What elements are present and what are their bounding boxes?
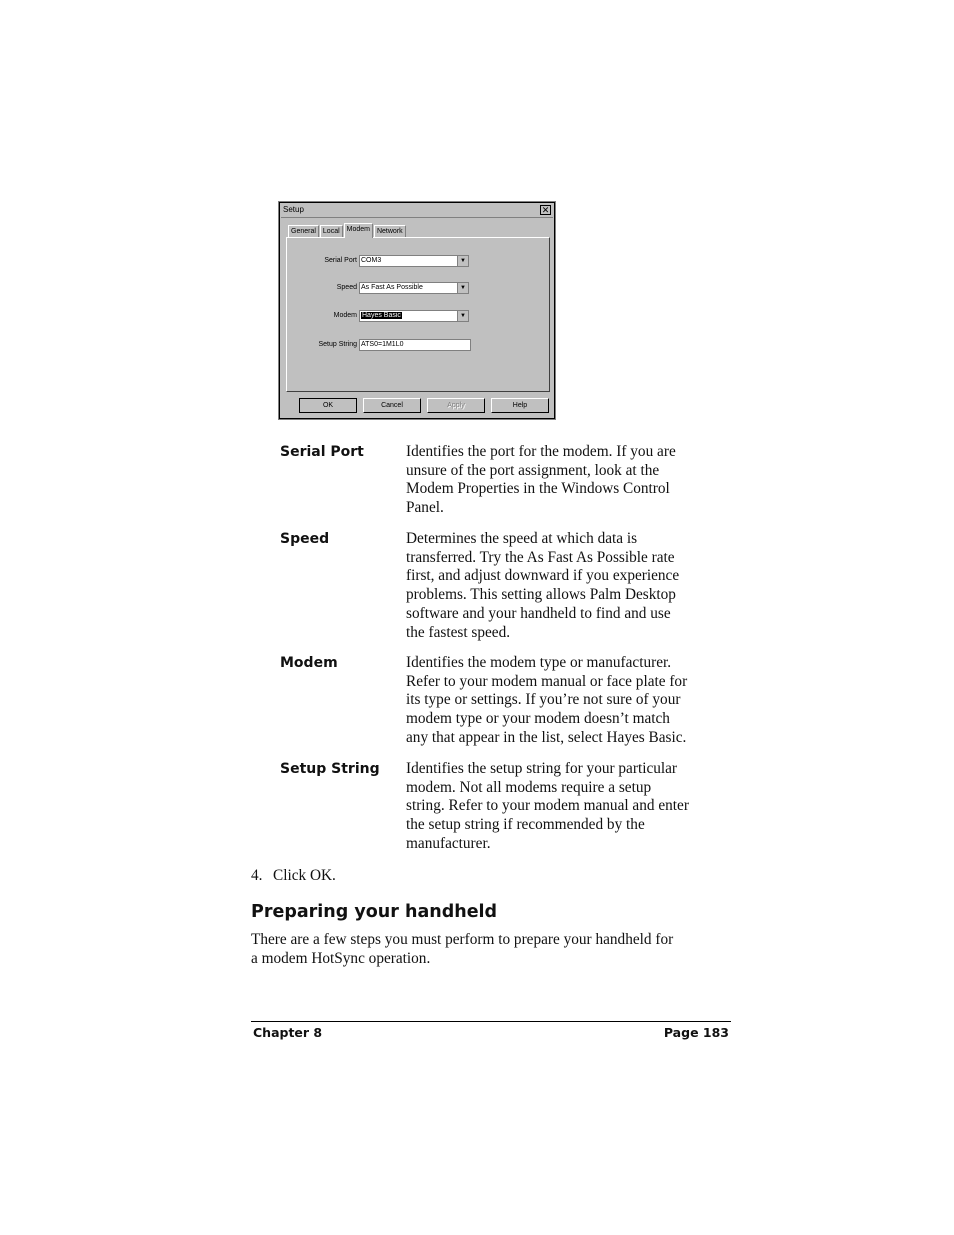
serial-port-select[interactable] xyxy=(359,255,469,267)
speed-select[interactable] xyxy=(359,282,469,294)
desc-serial-port xyxy=(406,443,731,518)
desc-line: the setup string if recommended by the xyxy=(406,816,645,834)
footer-page-number: Page 183 xyxy=(663,1025,729,1040)
setup-dialog xyxy=(279,202,555,419)
step-4 xyxy=(251,867,336,885)
ok-button[interactable]: OK xyxy=(299,398,357,413)
chevron-down-icon[interactable]: ▼ xyxy=(457,256,468,266)
footer-chapter: Chapter 8 xyxy=(253,1025,323,1040)
term-setup-string: Setup String xyxy=(280,761,380,777)
cancel-button[interactable]: Cancel xyxy=(363,398,421,413)
term-serial-port: Serial Port xyxy=(280,444,364,460)
desc-line: modem type or your modem doesn’t match xyxy=(406,710,670,728)
speed-value: As Fast As Possible xyxy=(361,284,423,291)
desc-line: Panel. xyxy=(406,499,444,517)
section-paragraph xyxy=(251,931,736,968)
desc-line: Refer to your modem manual or face plate for xyxy=(406,672,688,690)
tab-modem[interactable]: Modem xyxy=(344,223,373,238)
desc-line: modem. Not all modems require a setup xyxy=(406,778,652,796)
desc-line: manufacturer. xyxy=(406,834,491,852)
desc-line: Determines the speed at which data is xyxy=(406,530,638,547)
speed-label: Speed xyxy=(336,284,357,291)
setup-string-input[interactable]: ATS0=1M1L0 xyxy=(359,339,471,351)
desc-line: Modem Properties in the Windows Control xyxy=(406,480,670,498)
desc-line: Identifies the modem type or manufacturer. xyxy=(406,654,672,671)
paragraph-line: a modem HotSync operation. xyxy=(251,949,431,967)
term-modem: Modem xyxy=(280,655,338,671)
modem-tab-panel xyxy=(286,237,550,392)
desc-setup-string xyxy=(406,760,731,854)
help-button[interactable]: Help xyxy=(491,398,549,413)
tab-network[interactable]: Network xyxy=(374,225,406,237)
desc-line: the fastest speed. xyxy=(406,623,511,641)
footer-divider xyxy=(251,1021,731,1022)
step-text: Click OK. xyxy=(273,867,336,884)
close-icon[interactable]: ✕ xyxy=(541,205,550,215)
desc-line: string. Refer to your modem manual and enter xyxy=(406,797,689,815)
step-number: 4. xyxy=(251,867,263,884)
modem-select[interactable] xyxy=(359,310,469,322)
desc-line: Identifies the setup string for your particular xyxy=(406,760,678,777)
serial-port-value: COM3 xyxy=(361,257,382,264)
desc-line: transferred. Try the As Fast As Possible rate xyxy=(406,548,675,566)
dialog-title: Setup xyxy=(283,205,304,214)
desc-speed xyxy=(406,530,731,642)
desc-line: Identifies the port for the modem. If you are xyxy=(406,443,676,460)
apply-button: Apply xyxy=(427,398,485,413)
modem-value: Hayes Basic xyxy=(362,312,401,319)
tab-strip xyxy=(288,223,407,237)
desc-line: its type or settings. If you’re not sure of your xyxy=(406,691,681,709)
tab-general[interactable]: General xyxy=(288,225,319,237)
paragraph-line: There are a few steps you must perform to prepare your handheld for xyxy=(251,931,674,948)
desc-modem xyxy=(406,654,731,748)
tab-local[interactable]: Local xyxy=(320,225,343,237)
term-speed: Speed xyxy=(280,531,330,547)
chevron-down-icon[interactable]: ▼ xyxy=(457,283,468,293)
dialog-titlebar xyxy=(281,204,553,218)
desc-line: unsure of the port assignment, look at the xyxy=(406,461,660,479)
desc-line: first, and adjust downward if you experience xyxy=(406,567,680,585)
chevron-down-icon[interactable]: ▼ xyxy=(457,311,468,321)
modem-label: Modem xyxy=(333,312,357,319)
desc-line: problems. This setting allows Palm Desktop xyxy=(406,586,676,604)
setup-string-label: Setup String xyxy=(318,341,357,348)
serial-port-label: Serial Port xyxy=(324,257,357,264)
section-heading: Preparing your handheld xyxy=(251,902,498,922)
desc-line: any that appear in the list, select Hayes Basic. xyxy=(406,728,687,746)
desc-line: software and your handheld to find and use xyxy=(406,604,671,622)
